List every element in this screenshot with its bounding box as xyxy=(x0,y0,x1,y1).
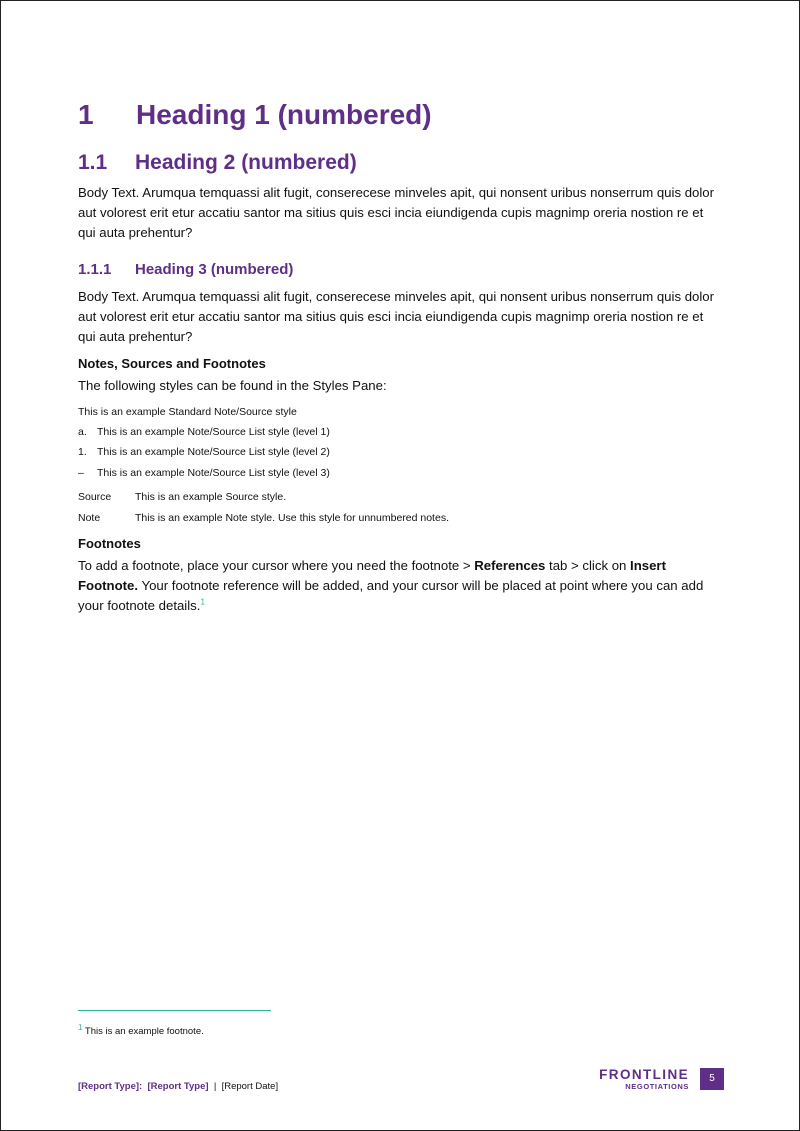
logo-line-1: FRONTLINE xyxy=(599,1067,689,1082)
page-footer xyxy=(78,1080,278,1094)
source-label: Source xyxy=(78,491,112,503)
references-tab-label: References xyxy=(474,558,546,573)
body-text-2: Body Text. Arumqua temquassi alit fugit, conserecese minveles apit, qui nonsent uribus nonserrum quis dolor aut volorest erit etur accatiu santor ma sitius quis esci incia eiundigenda cupis magnimp oreria nostion re et qui auta prehentur? xyxy=(78,289,715,344)
footnote-text: This is an example footnote. xyxy=(84,1026,204,1037)
note-row xyxy=(78,510,449,526)
list-marker: – xyxy=(78,467,84,479)
heading-1-number: 1 xyxy=(78,99,94,130)
standard-note: This is an example Standard Note/Source style xyxy=(78,406,297,418)
heading-2-number: 1.1 xyxy=(78,151,108,174)
source-text: This is an example Source style. xyxy=(135,491,287,503)
page-number: 5 xyxy=(700,1068,724,1090)
note-text: This is an example Note style. Use this style for unnumbered notes. xyxy=(135,512,449,524)
list-item xyxy=(78,444,330,460)
heading-3-text: Heading 3 (numbered) xyxy=(135,261,294,278)
list-text: This is an example Note/Source List style (level 2) xyxy=(97,446,330,458)
footnotes-text-3: Your footnote reference will be added, and your cursor will be placed at point where you can add your footnote details. xyxy=(78,578,704,613)
heading-3-number: 1.1.1 xyxy=(78,261,112,278)
footnotes-text-2: tab > click on xyxy=(545,558,631,573)
list-text: This is an example Note/Source List style (level 1) xyxy=(97,426,330,438)
footnotes-heading: Footnotes xyxy=(78,536,141,551)
footnotes-text-1: To add a footnote, place your cursor where you need the footnote > xyxy=(78,558,475,573)
heading-2-text: Heading 2 (numbered) xyxy=(135,151,357,174)
footnotes-paragraph xyxy=(78,556,718,616)
footnote-separator xyxy=(78,1010,271,1011)
footnote-number: 1 xyxy=(78,1022,83,1032)
list-text: This is an example Note/Source List style (level 3) xyxy=(97,467,330,479)
report-type-field-2: [Report Type] xyxy=(147,1081,209,1092)
heading-1 xyxy=(78,95,432,135)
insert-footnote-label: Insert Footnote. xyxy=(78,558,666,593)
logo-line-2: NEGOTIATIONS xyxy=(625,1082,689,1091)
body-text-1: Body Text. Arumqua temquassi alit fugit, conserecese minveles apit, qui nonsent uribus nonserrum quis dolor aut volorest erit etur accatiu santor ma sitius quis esci incia eiundigenda cupis magnimp oreria nostion re et qui auta prehentur? xyxy=(78,185,715,240)
footer-separator: | xyxy=(213,1081,217,1092)
footnote-reference[interactable]: 1 xyxy=(200,597,205,607)
list-marker: a. xyxy=(78,426,87,438)
notes-sources-heading: Notes, Sources and Footnotes xyxy=(78,356,266,371)
heading-2 xyxy=(78,147,357,179)
footnote xyxy=(78,1022,204,1039)
notes-intro: The following styles can be found in the Styles Pane: xyxy=(78,378,387,393)
source-row xyxy=(78,489,286,505)
list-item xyxy=(78,424,330,440)
list-marker: 1. xyxy=(78,446,87,458)
report-date-field: [Report Date] xyxy=(221,1081,279,1092)
heading-1-text: Heading 1 (numbered) xyxy=(136,99,432,130)
list-item xyxy=(78,465,330,481)
report-type-field-1: [Report Type]: xyxy=(78,1081,143,1092)
heading-3 xyxy=(78,257,293,283)
frontline-negotiations-logo xyxy=(589,1067,689,1092)
note-label: Note xyxy=(78,512,101,524)
